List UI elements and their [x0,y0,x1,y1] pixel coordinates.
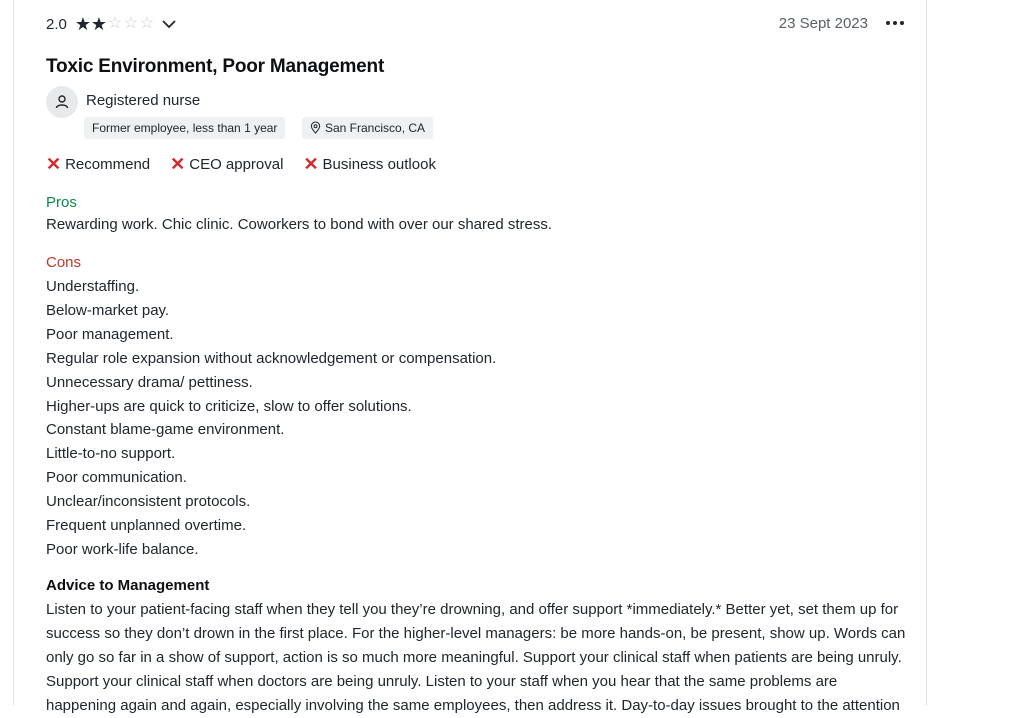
cons-item: Poor work-life balance. [46,540,199,558]
cons-item: Understaffing. [46,278,140,295]
location-tag [302,117,433,139]
job-title: Registered nurse [86,92,201,109]
cons-item: Little-to-no support. [46,445,176,463]
star-icon: ☆ [107,15,123,32]
verdict-label: CEO approval [189,155,284,173]
person-icon [46,86,78,118]
review-card [13,0,927,714]
cons-item: Higher-ups are quick to criticize, slow to offer solutions. [46,397,412,415]
star-icon: ☆ [123,15,139,32]
rating-row [46,12,177,36]
cons-list [46,275,496,562]
location-text: San Francisco, CA [325,121,426,135]
employment-status: Former employee, less than 1 year [92,121,278,135]
rating-value: 2.0 [46,15,67,33]
verdict-recommend [46,155,150,173]
cons-item: Poor management. [46,325,174,343]
verdict-label: Recommend [65,155,151,173]
star-icon: ★ [90,14,107,34]
cons-item: Regular role expansion without acknowledgement or compensation. [46,349,497,367]
cons-item: Below-market pay. [46,301,170,319]
more-horizontal-icon[interactable] [882,12,908,34]
location-pin-icon [310,122,321,134]
pros-heading: Pros [46,194,77,211]
x-icon: ✕ [46,154,62,174]
cons-item: Constant blame-game environment. [46,421,285,439]
verdict-ceo-approval [170,155,283,173]
verdict-business-outlook [303,155,436,173]
verdict-row [46,155,456,173]
chevron-down-icon[interactable] [161,16,177,32]
x-icon: ✕ [170,154,186,174]
cons-item: Unclear/inconsistent protocols. [46,493,251,511]
star-icon: ★ [74,14,91,34]
cons-item: Frequent unplanned overtime. [46,517,247,535]
x-icon: ✕ [303,154,319,174]
star-icon: ☆ [139,15,155,32]
verdict-label: Business outlook [322,155,436,173]
advice-heading: Advice to Management [46,577,210,594]
review-date: 23 Sept 2023 [778,15,868,32]
review-title: Toxic Environment, Poor Management [46,56,385,77]
employment-tag [84,117,285,139]
cons-item: Poor communication. [46,469,187,487]
pros-text: Rewarding work. Chic clinic. Coworkers to bond with over our shared stress. [46,216,553,233]
cons-heading: Cons [46,254,82,271]
cons-item: Unnecessary drama/ pettiness. [46,373,253,391]
advice-text: Listen to your patient-facing staff when they tell you they’re drowning, and offer support *immediately.* Better yet, set them up for success so they don’t drown in the first place. For the higher-level managers: be more hands-on, be present, show up. Words can only go so far in a show of support, action is so much more meaningful. Support your clinical staff when patients are being unruly. Support your clinical staff when doctors are being unruly. Listen to your staff when you hear that the same problems are happening again and again, especially involving the same employees, then address it. Day-to-day issues brought to the attention [46,601,906,714]
star-rating [75,15,155,33]
